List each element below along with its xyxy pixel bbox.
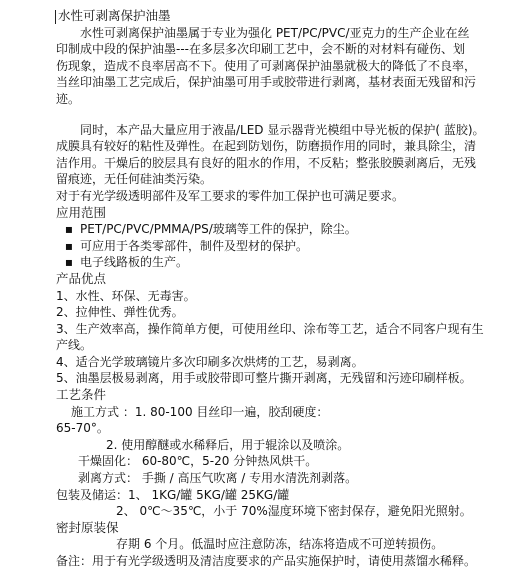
document-title: 水性可剥离保护油墨 (58, 8, 171, 23)
advantage-item: 4、适合光学玻璃镜片多次印刷多次烘烤的工艺，易剥离。 (56, 354, 364, 369)
process-drying: 干燥固化： 60-80℃，5-20 分钟热风烘干。 (78, 454, 318, 469)
advantage-item: 5、油墨层极易剥离，用手或胶带即可整片撕开剥离，无残留和污迹印刷样板。 (56, 371, 472, 386)
intro-line: 迹。 (56, 91, 81, 106)
scope-item-text: 可应用于各类零部件，制件及型材的保护。 (80, 238, 309, 253)
advantage-item: 2、拉伸性、弹性优秀。 (56, 305, 184, 320)
process-pack-1: 包装及储运：1、 1KG/罐 5KG/罐 25KG/罐 (56, 487, 290, 502)
scope-heading: 应用范围 (56, 204, 107, 220)
para2-line: 洁作用。干燥后的胶层具有良好的阻水的作用，不反粘；整张胶膜剥离后，无残 (56, 155, 477, 170)
para2-line: 同时，本产品大量应用于液晶/LED 显示器背光模组中导光板的保护( 蓝胶)。 (80, 122, 485, 137)
scope-item-text: PET/PC/PVC/PMMA/PS/玻璃等工件的保护，除尘。 (80, 222, 357, 237)
intro-line: 伤现象，造成不良率居高不下。使用了可剥离保护油墨就极大的降低了不良率， (56, 58, 477, 73)
text-cursor (55, 10, 56, 24)
bullet-icon: ▪ (64, 222, 74, 237)
note-line: 备注：用于有光学级透明及清洁度要求的产品实施保护时，请使用蒸馏水稀释。 (56, 554, 477, 568)
process-method-2: 2. 使用醇醚或水稀释后，用于辊涂以及喷涂。 (106, 437, 350, 452)
bullet-icon: ▪ (64, 255, 74, 270)
process-heading: 工艺条件 (56, 387, 107, 403)
process-method-1-cont: 65-70°。 (56, 421, 109, 436)
scope-item (56, 254, 499, 271)
scope-item (56, 238, 499, 255)
storage-text: 存期 6 个月。低温时应注意防冻，结冻将造成不可逆转损伤。 (116, 537, 444, 552)
para3-line: 对于有光学级透明部件及军工要求的零件加工保护也可满足要求。 (56, 188, 405, 203)
scope-item-text: 电子线路板的生产。 (80, 255, 189, 270)
advantage-item: 产线。 (56, 338, 93, 353)
para2-line: 留痕迹，无任何硅油类污染。 (56, 172, 213, 187)
advantage-item: 3、生产效率高，操作简单方便，可使用丝印、涂布等工艺，适合不同客户现有生 (56, 321, 484, 336)
process-peel: 剥离方式： 手撕 / 高压气吹离 / 专用水清洗剂剥落。 (78, 471, 358, 486)
scope-item (56, 221, 499, 238)
advantages-heading: 产品优点 (56, 270, 107, 286)
para2-line: 成膜具有较好的粘性及弹性。在起到防划伤，防磨损作用的同时，兼具除尘，清 (56, 139, 477, 154)
intro-line: 水性可剥离保护油墨属于专业为强化 PET/PC/PVC/亚克力的生产企业在丝 (80, 25, 470, 40)
intro-line: 当丝印油墨工艺完成后，保护油墨可用手或胶带进行剥离，基材表面无残留和污 (56, 75, 477, 90)
advantage-item: 1、水性、环保、无毒害。 (56, 288, 196, 303)
intro-line: 印制成中段的保护油墨---在多层多次印刷工艺中，会不断的对材料有碰伤、划 (56, 42, 465, 57)
process-pack-2: 2、 0℃～35℃，小于 70%湿度环境下密封保存，避免阳光照射。 (116, 504, 472, 519)
bullet-icon: ▪ (64, 238, 74, 253)
storage-heading: 密封原装保 (56, 519, 119, 535)
process-method-1: 施工方式 ：1. 80-100 目丝印一遍，胶刮硬度： (71, 404, 329, 419)
